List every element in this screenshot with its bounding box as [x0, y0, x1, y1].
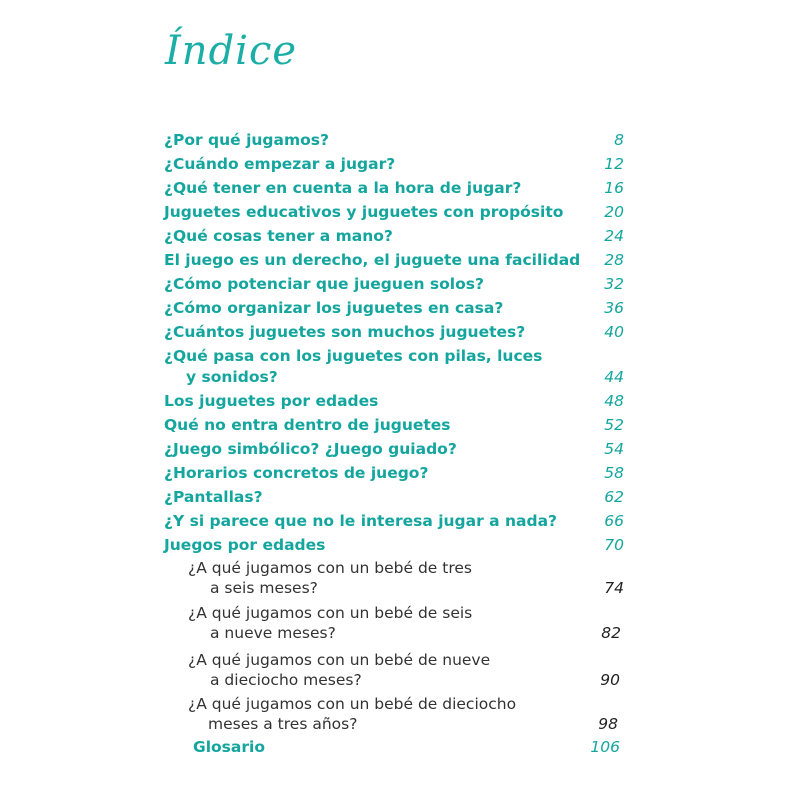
toc-page-number: 66 — [604, 512, 624, 530]
toc-glossary-entry[interactable]: Glosario — [193, 738, 265, 756]
toc-entry[interactable]: ¿Qué cosas tener a mano? — [164, 227, 393, 245]
toc-entry[interactable]: Los juguetes por edades — [164, 392, 379, 410]
toc-page-number: 62 — [604, 488, 624, 506]
toc-subentry-line2[interactable]: a seis meses? — [210, 579, 318, 597]
toc-subentry-line1[interactable]: ¿A qué jugamos con un bebé de seis — [188, 604, 473, 622]
page-title: Índice — [165, 28, 298, 74]
toc-page-number: 54 — [604, 440, 624, 458]
toc-page-number: 20 — [604, 203, 624, 221]
toc-page-number: 90 — [600, 671, 620, 689]
toc-page-number: 28 — [604, 251, 624, 269]
toc-page-number: 58 — [604, 464, 624, 482]
toc-subentry-line1[interactable]: ¿A qué jugamos con un bebé de dieciocho — [188, 695, 517, 713]
toc-entry[interactable]: ¿Cuántos juguetes son muchos juguetes? — [164, 323, 526, 341]
toc-entry[interactable]: ¿Cómo organizar los juguetes en casa? — [164, 299, 504, 317]
toc-page-number: 36 — [604, 299, 624, 317]
toc-entry[interactable]: Juguetes educativos y juguetes con propósito — [164, 203, 564, 221]
toc-page-number: 48 — [604, 392, 624, 410]
toc-page-number: 12 — [604, 155, 624, 173]
toc-entry[interactable]: ¿Juego simbólico? ¿Juego guiado? — [164, 440, 457, 458]
toc-entry[interactable]: ¿Por qué jugamos? — [164, 131, 329, 149]
toc-subentry-line2[interactable]: a nueve meses? — [210, 624, 336, 642]
toc-subentry-line2[interactable]: a dieciocho meses? — [210, 671, 362, 689]
toc-page-number: 8 — [614, 131, 624, 149]
toc-page-number: 24 — [604, 227, 624, 245]
toc-page-number: 98 — [598, 715, 618, 733]
toc-entry[interactable]: Juegos por edades — [164, 536, 326, 554]
toc-page-number: 32 — [604, 275, 624, 293]
toc-entry-line1[interactable]: ¿Qué pasa con los juguetes con pilas, luces — [164, 347, 543, 365]
toc-page-number: 74 — [604, 579, 624, 597]
toc-subentry-line2[interactable]: meses a tres años? — [208, 715, 358, 733]
toc-page-number: 16 — [604, 179, 624, 197]
toc-subentry-line1[interactable]: ¿A qué jugamos con un bebé de nueve — [188, 651, 491, 669]
toc-page-number: 44 — [604, 368, 624, 386]
toc-entry[interactable]: Qué no entra dentro de juguetes — [164, 416, 451, 434]
toc-entry[interactable]: ¿Horarios concretos de juego? — [164, 464, 429, 482]
toc-entry[interactable]: ¿Cuándo empezar a jugar? — [164, 155, 396, 173]
toc-page-number: 70 — [604, 536, 624, 554]
toc-entry[interactable]: ¿Qué tener en cuenta a la hora de jugar? — [164, 179, 522, 197]
toc-subentry-line1[interactable]: ¿A qué jugamos con un bebé de tres — [188, 559, 472, 577]
toc-page-number: 82 — [601, 624, 621, 642]
toc-page-number: 52 — [604, 416, 624, 434]
toc-entry[interactable]: ¿Y si parece que no le interesa jugar a nada? — [164, 512, 558, 530]
toc-entry[interactable]: ¿Pantallas? — [164, 488, 263, 506]
toc-page-number: 40 — [604, 323, 624, 341]
toc-entry-line2[interactable]: y sonidos? — [186, 368, 278, 386]
toc-entry[interactable]: ¿Cómo potenciar que jueguen solos? — [164, 275, 484, 293]
toc-entry[interactable]: El juego es un derecho, el juguete una facilidad — [164, 251, 581, 269]
toc-page-number: 106 — [590, 738, 620, 756]
